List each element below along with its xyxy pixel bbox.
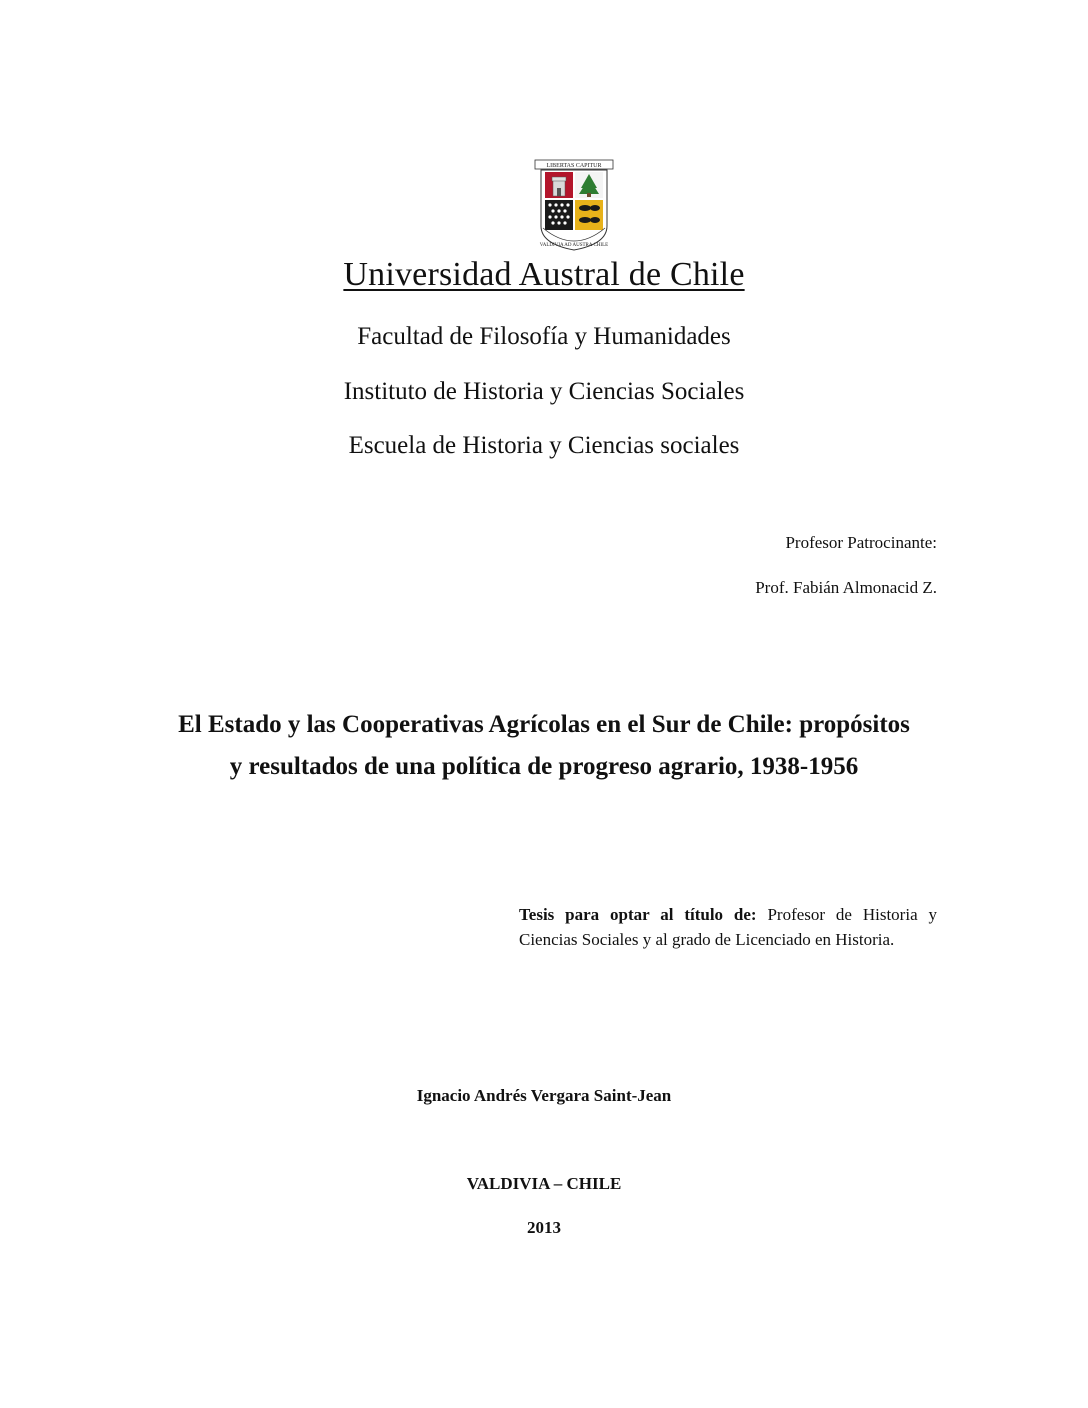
- institute-name: Instituto de Historia y Ciencias Sociales: [343, 378, 745, 405]
- crest-motto-top: LIBERTAS CAPITUR: [546, 163, 602, 169]
- degree-label: Tesis para optar al título de:: [519, 905, 757, 924]
- thesis-title-line-1: El Estado y las Cooperativas Agrícolas en el Sur de Chile: propósitos: [178, 711, 910, 738]
- university-crest: [533, 158, 615, 254]
- city-country: VALDIVIA – CHILE: [466, 1174, 622, 1193]
- crest-motto-bottom: VALDIVIA AD AUSTRA CHILE: [539, 243, 609, 248]
- thesis-title: [100, 704, 988, 788]
- author-name: Ignacio Andrés Vergara Saint-Jean: [416, 1086, 672, 1105]
- degree-text: Profesor de Historia y Ciencias Sociales y al grado de Licenciado en Historia.: [519, 905, 937, 949]
- sponsor-label: Profesor Patrocinante:: [785, 533, 937, 552]
- university-name: Universidad Austral de Chile: [343, 256, 745, 293]
- year: 2013: [527, 1218, 561, 1237]
- sponsor-name: Prof. Fabián Almonacid Z.: [755, 578, 937, 597]
- school-name: Escuela de Historia y Ciencias sociales: [348, 432, 740, 459]
- degree-statement: [519, 902, 937, 952]
- thesis-title-line-2: y resultados de una política de progreso agrario, 1938-1956: [229, 753, 859, 780]
- faculty-name: Facultad de Filosofía y Humanidades: [357, 323, 731, 350]
